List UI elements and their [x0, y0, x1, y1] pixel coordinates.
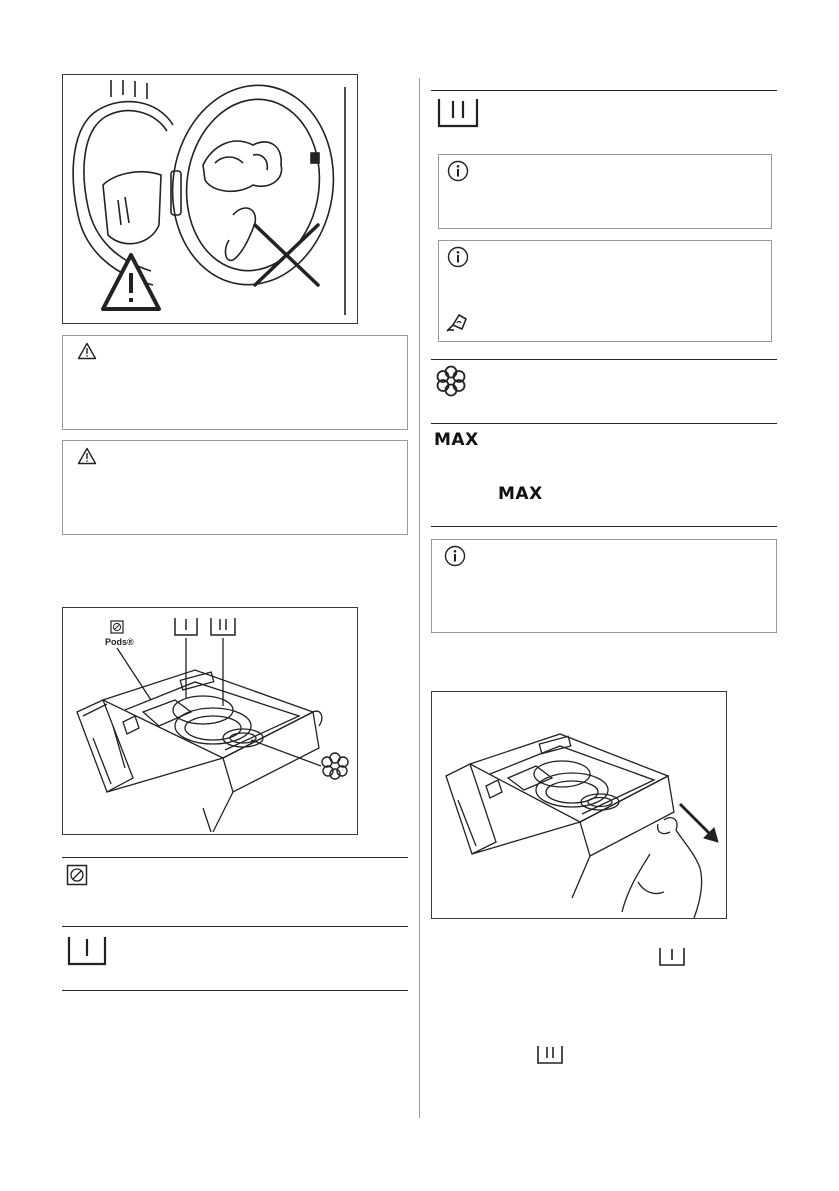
washer-door-illustration: [63, 75, 359, 325]
washer-door-figure: [62, 74, 358, 324]
prewash-compartment-icon: [66, 934, 108, 968]
section-rule: [431, 526, 777, 527]
info-box-1: [438, 154, 772, 229]
section-rule: [62, 990, 408, 991]
pods-label: Pods®: [105, 637, 134, 647]
drawer-pull-illustration: [432, 692, 728, 920]
liquid-detergent-flap-icon: [445, 311, 469, 333]
info-box-2: [438, 240, 772, 342]
warning-triangle-icon: [77, 447, 97, 465]
mainwash-compartment-icon: [436, 96, 480, 130]
info-icon: [447, 246, 469, 268]
mainwash-compartment-icon: [209, 616, 237, 638]
softener-flower-icon: [322, 753, 348, 779]
warning-triangle-icon: [103, 255, 159, 309]
drawer-pull-figure: [431, 691, 727, 919]
section-rule: [431, 359, 777, 360]
section-rule: [431, 90, 777, 91]
column-divider: [419, 78, 420, 1118]
info-icon: [447, 160, 469, 182]
info-box-3: [431, 539, 777, 633]
warning-box-2: [62, 440, 408, 535]
max-level-label-inline: MAX: [498, 484, 543, 504]
max-level-label: MAX: [434, 430, 479, 450]
prewash-compartment-icon: [658, 946, 686, 968]
warning-triangle-icon: [77, 342, 97, 360]
warning-box-1: [62, 335, 408, 430]
prewash-compartment-icon: [173, 616, 199, 638]
mainwash-compartment-icon: [536, 1044, 564, 1066]
section-rule: [62, 926, 408, 927]
softener-flower-icon: [436, 365, 466, 397]
dispenser-figure: [62, 607, 358, 835]
info-icon: [444, 545, 466, 567]
section-rule: [431, 423, 777, 424]
pods-icon: [66, 864, 88, 886]
section-rule: [62, 857, 408, 858]
pods-icon: [110, 620, 124, 634]
